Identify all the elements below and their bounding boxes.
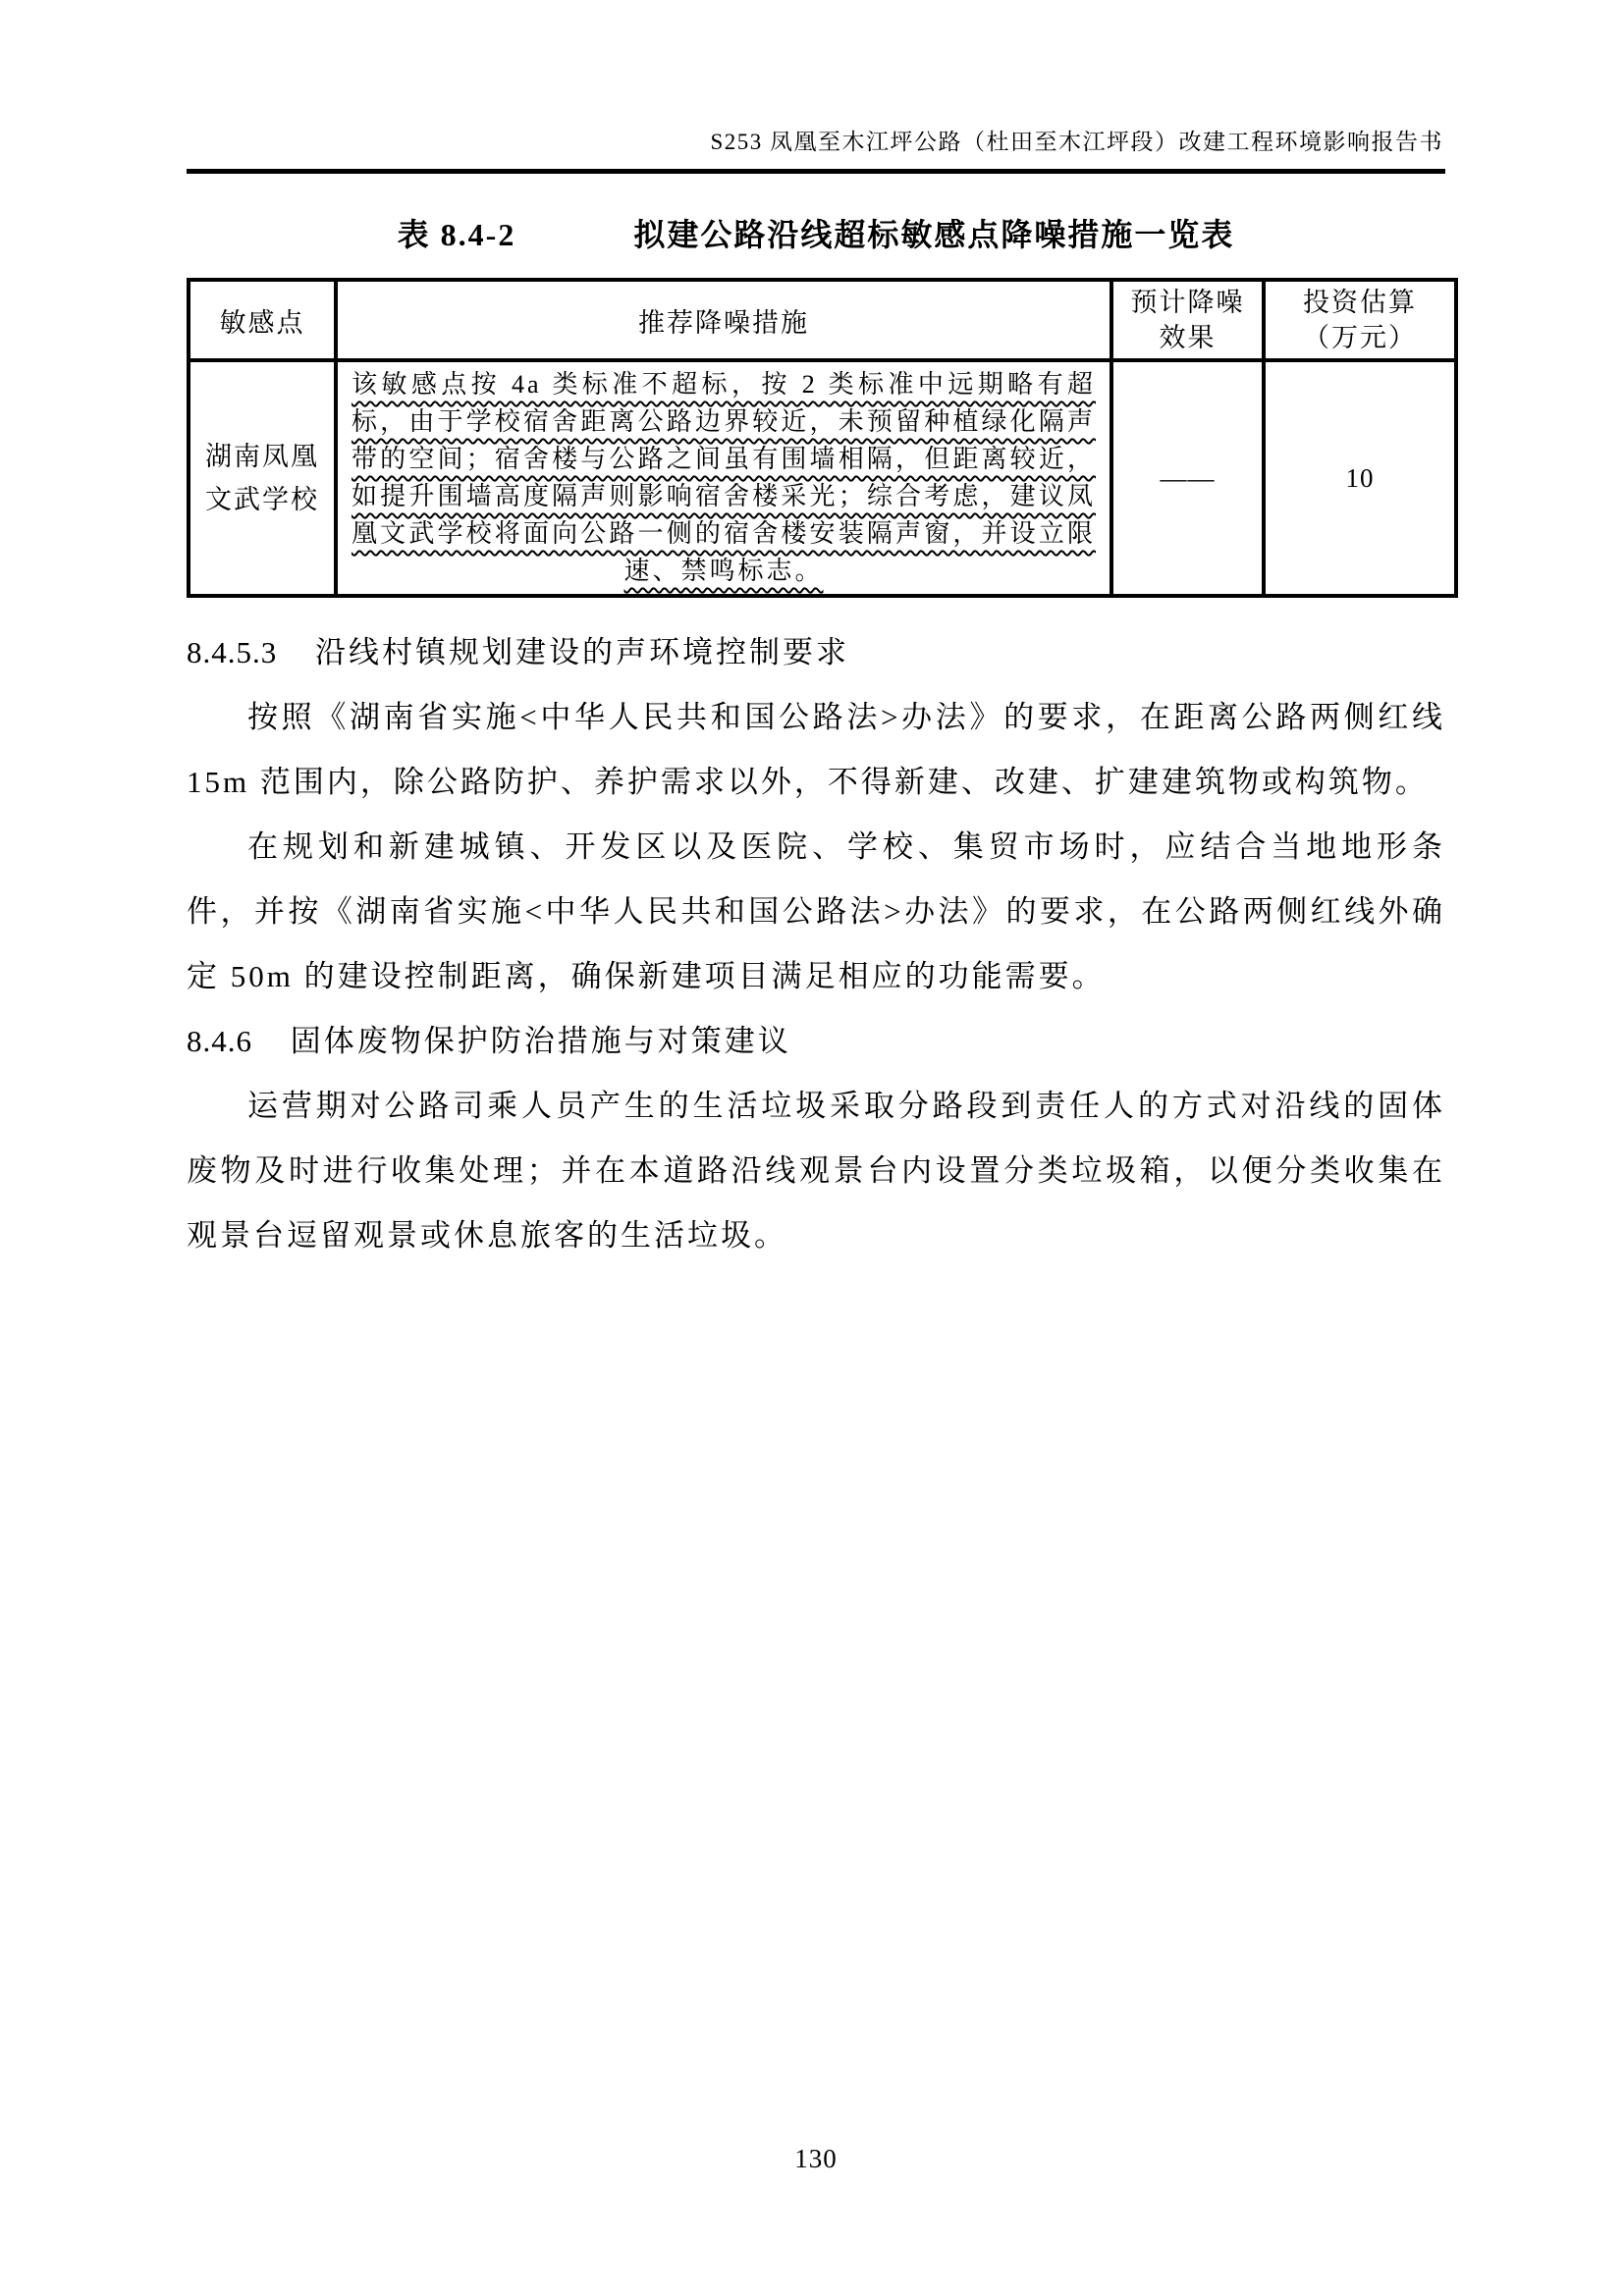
col-header-investment [1264, 280, 1456, 360]
cell-investment: 10 [1264, 360, 1456, 596]
section-heading-8-4-6 [187, 1009, 1445, 1074]
col-header-effect [1111, 280, 1264, 360]
page-header-title: S253 凤凰至木江坪公路（杜田至木江坪段）改建工程环境影响报告书 [710, 130, 1443, 154]
table-row [189, 360, 1456, 596]
sensitive-point-line2: 文武学校 [205, 485, 319, 514]
paragraph: 在规划和新建城镇、开发区以及医院、学校、集贸市场时，应结合当地地形条件，并按《湖南省实施<中华人民共和国公路法>办法》的要求，在公路两侧红线外确定 50m 的建设控制距离，确保新建项目满足相应的功能需要。 [187, 829, 1445, 993]
measures-text: 该敏感点按 4a 类标准不超标，按 2 类标准中远期略有超标，由于学校宿舍距离公路边界较近，未预留种植绿化隔声带的空间；宿舍楼与公路之间虽有围墙相隔，但距离较近，如提升围墙高度隔声则影响宿舍楼采光；综合考虑，建议凤凰文武学校将面向公路一侧的宿舍楼安装隔声窗，并设立限速、禁鸣标志。 [352, 370, 1096, 585]
section-number: 8.4.6 [187, 1024, 252, 1058]
page-number: 130 [794, 2144, 838, 2173]
section-heading-8-4-5-3 [187, 620, 1445, 685]
noise-measures-table [187, 278, 1458, 598]
col-header-effect-line2: 效果 [1159, 323, 1217, 352]
col-header-investment-line2: （万元） [1303, 323, 1417, 352]
table-caption [187, 210, 1445, 255]
paragraph: 按照《湖南省实施<中华人民共和国公路法>办法》的要求，在距离公路两侧红线 15m 范围内，除公路防护、养护需求以外，不得新建、改建、扩建建筑物或构筑物。 [187, 700, 1445, 799]
document-body [187, 620, 1445, 1268]
cell-sensitive-point [189, 360, 336, 596]
table-caption-title: 拟建公路沿线超标敏感点降噪措施一览表 [633, 217, 1235, 252]
header-rule [187, 169, 1445, 174]
cell-effect: —— [1111, 360, 1264, 596]
section-number: 8.4.5.3 [187, 635, 278, 669]
table-header-row [189, 280, 1456, 360]
col-header-effect-line1: 预计降噪 [1130, 288, 1245, 317]
section-title: 固体废物保护防治措施与对策建议 [290, 1024, 791, 1058]
cell-measures [336, 360, 1111, 596]
table-caption-label: 表 8.4-2 [397, 217, 516, 252]
col-header-measures: 推荐降噪措施 [336, 280, 1111, 360]
col-header-sensitive-point: 敏感点 [189, 280, 336, 360]
col-header-investment-line1: 投资估算 [1303, 288, 1417, 317]
sensitive-point-line1: 湖南凤凰 [205, 442, 319, 471]
paragraph: 运营期对公路司乘人员产生的生活垃圾采取分路段到责任人的方式对沿线的固体废物及时进行收集处理；并在本道路沿线观景台内设置分类垃圾箱，以便分类收集在观景台逗留观景或休息旅客的生活垃圾。 [187, 1089, 1445, 1253]
section-title: 沿线村镇规划建设的声环境控制要求 [315, 635, 849, 669]
